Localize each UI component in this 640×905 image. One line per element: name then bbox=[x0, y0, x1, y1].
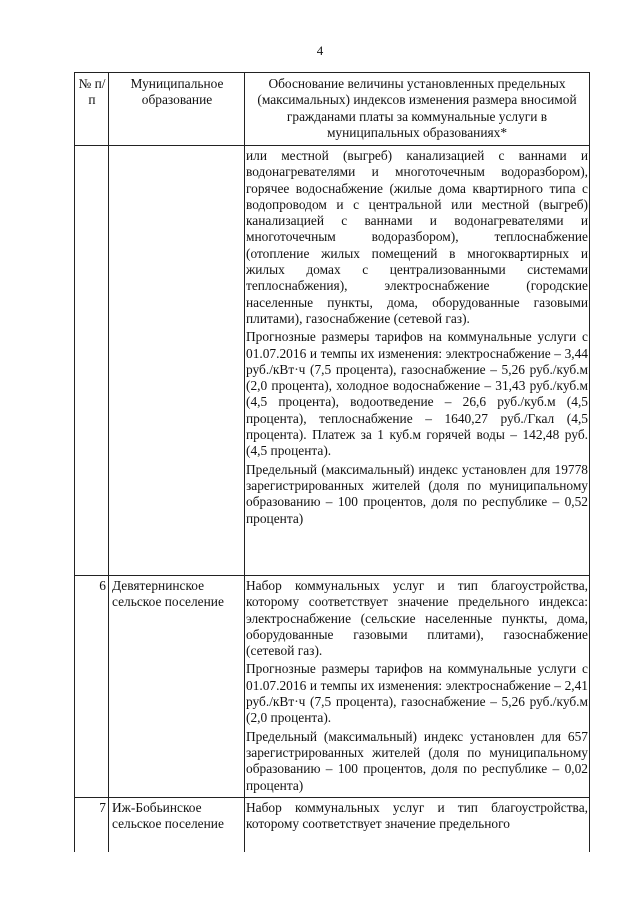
row-6-paragraph-3: Предельный (максимальный) индекс установлен для 657 зарегистрированных жителей (доля по муниципальному образованию – 100 процентов, доля по республике – 0,02 процента) bbox=[246, 728, 588, 793]
row-5-paragraph-2: Прогнозные размеры тарифов на коммунальные услуги с 01.07.2016 и темпы их изменения: электроснабжение – 3,44 руб./кВт·ч (7,5 процента), газоснабжение – 5,26 руб./куб.м (2,0 процента), холодное водоснабжение – 31,43 руб./куб.м (4,5 процента), водоотведение – 26,6 руб./куб.м (4,5 процента), теплоснабжение – 1640,27 руб./Гкал (4,5 процента). Платеж за 1 куб.м горячей воды – 142,48 руб. (4,5 процента). bbox=[246, 329, 588, 459]
row-5-paragraph-1: или местной (выгреб) канализацией с ваннами и водонагревателями и многоточечным водоразбором), горячее водоснабжение (жилые дома квартирного типа с водопроводом и с центральной или местной (выгреб) канализацией с ваннами и водонагревателями и многоточечным водоразбором), теплоснабжение (отопление жилых помещений в многоквартирных и жилых домах с централизованными системами теплоснабжения), электроснабжение (городские населенные пункты, дома, оборудованные газовыми плитами), газоснабжение (сетевой газ). bbox=[246, 148, 588, 326]
table-border-right bbox=[589, 72, 590, 852]
tariff-table bbox=[74, 72, 590, 852]
row-6-paragraph-2: Прогнозные размеры тарифов на коммунальные услуги с 01.07.2016 и темпы их изменения: электроснабжение – 2,41 руб./кВт·ч (7,5 процента), газоснабжение – 5,26 руб./куб.м (2,0 процента). bbox=[246, 661, 588, 726]
table-border-top bbox=[74, 72, 590, 73]
header-municipality: Муниципальное образование bbox=[130, 76, 224, 108]
page-number: 4 bbox=[316, 43, 324, 58]
row-7-municipality: Иж-Бобьинское сельское поселение bbox=[112, 800, 224, 832]
row-divider-7 bbox=[74, 797, 590, 798]
column-divider-2 bbox=[244, 72, 245, 852]
row-7-paragraph-1: Набор коммунальных услуг и тип благоустройства, которому соответствует значение предельного bbox=[246, 800, 588, 832]
table-row bbox=[246, 578, 588, 796]
row-divider-6 bbox=[74, 575, 590, 576]
table-row bbox=[246, 800, 588, 835]
row-7-num: 7 bbox=[99, 800, 106, 815]
row-6-num: 6 bbox=[99, 578, 106, 593]
column-divider-1 bbox=[108, 72, 109, 852]
table-row bbox=[246, 148, 588, 529]
table-border-left bbox=[74, 72, 75, 852]
header-num: № п/п bbox=[78, 76, 106, 108]
row-5-paragraph-3: Предельный (максимальный) индекс установлен для 19778 зарегистрированных жителей (доля по муниципальному образованию – 100 процентов, доля по республике – 0,52 процента) bbox=[246, 461, 588, 526]
header-justification: Обоснование величины установленных предельных (максимальных) индексов изменения размера вносимой гражданами платы за коммунальные услуги в муниципальных образованиях* bbox=[257, 76, 577, 140]
row-6-municipality: Девятернинское сельское поселение bbox=[112, 578, 224, 610]
row-6-paragraph-1: Набор коммунальных услуг и тип благоустройства, которому соответствует значение предельного индекса: электроснабжение (сельские населенные пункты, дома, оборудованные газовыми плитами), газоснабжение (сетевой газ). bbox=[246, 578, 588, 659]
header-divider bbox=[74, 145, 590, 146]
